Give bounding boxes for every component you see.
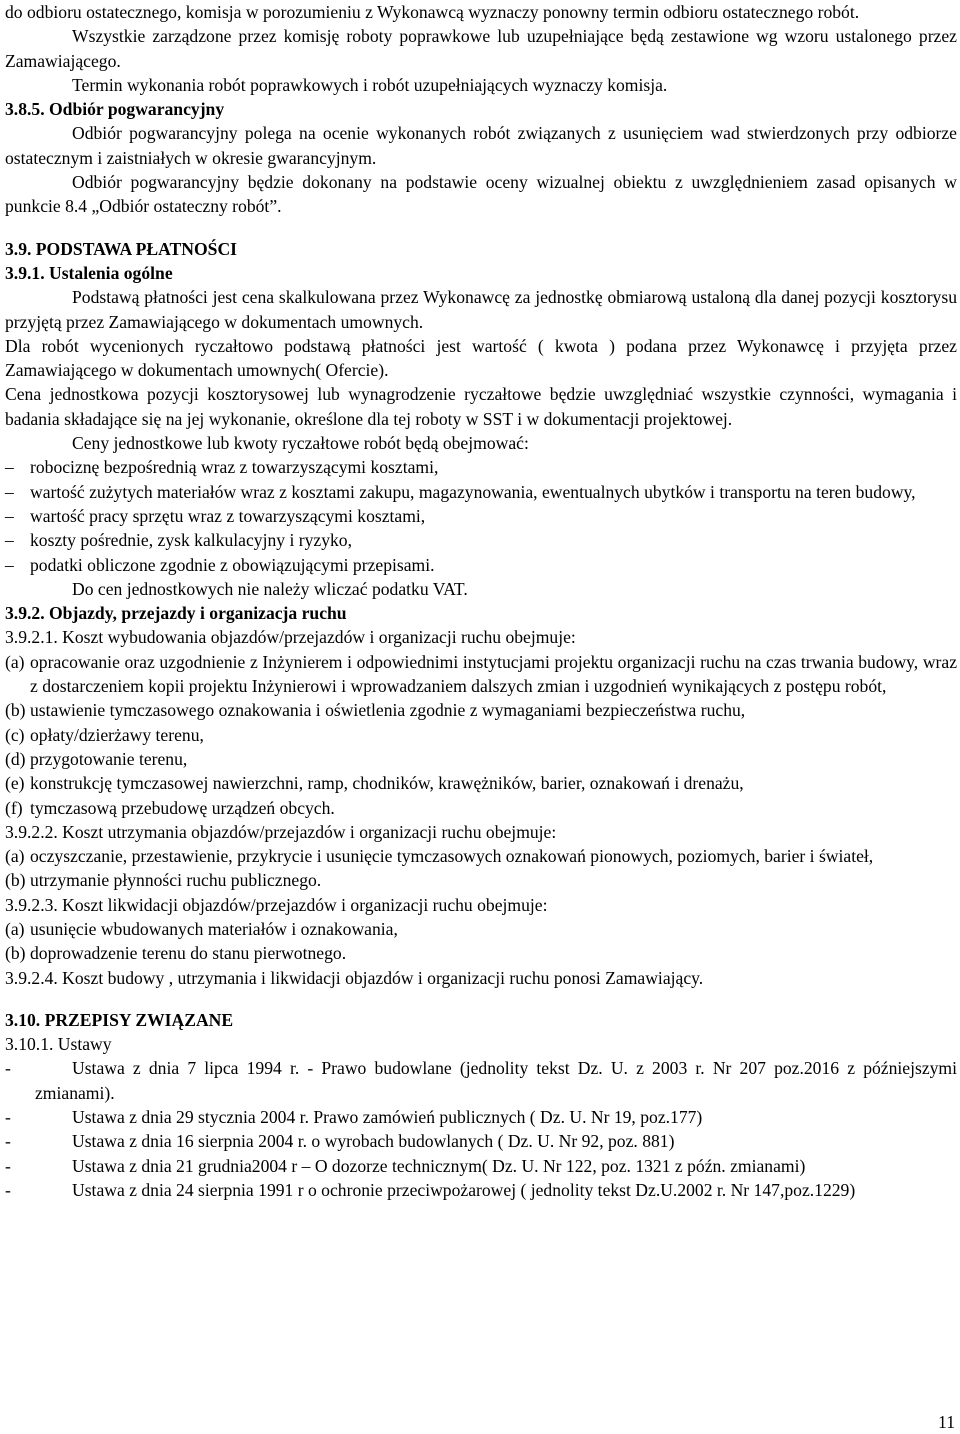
subsection-3-9-2-4: 3.9.2.4. Koszt budowy , utrzymania i likwidacji objazdów i organizacji ruchu ponosi Zamawiający.: [5, 967, 704, 988]
list-item-text: oczyszczanie, przestawienie, przykrycie i usunięcie tymczasowych oznakowań pionowych, poziomych, barier i świateł,: [30, 846, 874, 867]
list-item-text: opracowanie oraz uzgodnienie z Inżynierem i odpowiednimi instytucjami projektu organizacji ruchu na czas trwania budowy, wraz z dostarczeniem kopii projektu Inżynierowi i wprowadzaniem dalszych zmian i uzgodnień wynikających z postępu robót,: [30, 651, 957, 697]
subsection-3-9-2-1: 3.9.2.1. Koszt wybudowania objazdów/przejazdów i organizacji ruchu obejmuje:: [5, 627, 576, 648]
maintenance-cost-list: [0, 844, 960, 893]
page-number: 11: [938, 1412, 955, 1432]
list-item: [0, 1105, 960, 1129]
list-item-text: opłaty/dzierżawy terenu,: [30, 724, 204, 745]
dash-marker: -: [5, 1155, 11, 1176]
item-label: (b): [5, 943, 26, 964]
item-label: (a): [5, 651, 25, 672]
item-label: (f): [5, 797, 23, 818]
list-item: [0, 480, 960, 504]
list-item: [0, 553, 960, 577]
paragraph-3-8-5-1: Odbiór pogwarancyjny polega na ocenie wykonanych robót związanych z usunięciem wad stwierdzonych przy odbiorze ostatecznym i zaistniałych w okresie gwarancyjnym.: [5, 123, 957, 168]
subsection-3-9-2-2: 3.9.2.2. Koszt utrzymania objazdów/przejazdów i organizacji ruchu obejmuje:: [5, 821, 557, 842]
item-label: (e): [5, 773, 25, 794]
list-item: [0, 868, 960, 892]
construction-cost-list: [0, 650, 960, 820]
list-item-text: podatki obliczone zgodnie z obowiązującymi przepisami.: [30, 554, 435, 575]
list-item-text: Ustawa z dnia 24 sierpnia 1991 r o ochronie przeciwpożarowej ( jednolity tekst Dz.U.2002 r. Nr 147,poz.1229): [72, 1179, 856, 1200]
paragraph-3-8-5-2: Odbiór pogwarancyjny będzie dokonany na podstawie oceny wizualnej obiektu z uwzględnieniem zasad opisanych w punkcie 8.4 „Odbiór ostateczny robót”.: [5, 172, 957, 217]
list-item-text: przygotowanie terenu,: [30, 748, 188, 769]
intro-paragraph-3: Termin wykonania robót poprawkowych i robót uzupełniających wyznaczy komisja.: [72, 74, 668, 95]
dash-marker: –: [5, 457, 14, 478]
item-label: (a): [5, 846, 25, 867]
list-item-text: wartość pracy sprzętu wraz z towarzyszącymi kosztami,: [30, 505, 426, 526]
list-item: [0, 844, 960, 868]
list-item: [0, 1154, 960, 1178]
list-item: [0, 698, 960, 722]
list-item-text: Ustawa z dnia 21 grudnia2004 r – O dozorze technicznym( Dz. U. Nr 122, poz. 1321 z późn. zmianami): [72, 1155, 806, 1176]
list-item-text: wartość zużytych materiałów wraz z kosztami zakupu, magazynowania, ewentualnych ubytków i transportu na teren budowy,: [30, 481, 916, 502]
dash-marker: –: [5, 481, 14, 502]
dash-marker: -: [5, 1179, 11, 1200]
list-item-text: ustawienie tymczasowego oznakowania i oświetlenia zgodnie z wymaganiami bezpieczeństwa ruchu,: [30, 700, 746, 721]
list-item: [0, 941, 960, 965]
list-item-text: konstrukcję tymczasowej nawierzchni, ramp, chodników, krawężników, barier, oznakowań i drenażu,: [30, 773, 744, 794]
item-label: (b): [5, 700, 26, 721]
item-label: (b): [5, 870, 26, 891]
dash-marker: –: [5, 505, 14, 526]
list-item: [0, 796, 960, 820]
dash-marker: -: [5, 1131, 11, 1152]
item-label: (d): [5, 748, 26, 769]
list-item-text: Ustawa z dnia 7 lipca 1994 r. - Prawo budowlane (jednolity tekst Dz. U. z 2003 r. Nr 207 poz.2016 z późniejszymi zmianami).: [35, 1058, 957, 1103]
intro-paragraph-2: Wszystkie zarządzone przez komisję roboty poprawkowe lub uzupełniające będą zestawione wg wzoru ustalonego przez Zamawiającego.: [5, 26, 957, 71]
dash-marker: -: [5, 1058, 11, 1079]
list-item: [0, 917, 960, 941]
list-item: [0, 1178, 960, 1202]
paragraph-3-9-1-1: Podstawą płatności jest cena skalkulowana przez Wykonawcę za jednostkę obmiarową ustaloną dla danej pozycji kosztorysu przyjętą przez Zamawiającego w dokumentach umownych.: [5, 287, 957, 332]
removal-cost-list: [0, 917, 960, 966]
vat-note: Do cen jednostkowych nie należy wliczać podatku VAT.: [72, 578, 468, 599]
heading-3-8-5: 3.8.5. Odbiór pogwarancyjny: [5, 99, 225, 120]
list-item: [0, 771, 960, 795]
subsection-3-9-2-3: 3.9.2.3. Koszt likwidacji objazdów/przejazdów i organizacji ruchu obejmuje:: [5, 894, 548, 915]
heading-3-10: 3.10. PRZEPISY ZWIĄZANE: [5, 1009, 234, 1030]
list-item-text: doprowadzenie terenu do stanu pierwotnego.: [30, 943, 347, 964]
item-label: (c): [5, 724, 25, 745]
laws-list: [0, 1056, 960, 1202]
paragraph-3-9-1-4: Ceny jednostkowe lub kwoty ryczałtowe robót będą obejmować:: [72, 433, 529, 454]
dash-marker: –: [5, 530, 14, 551]
heading-3-9-1: 3.9.1. Ustalenia ogólne: [5, 262, 173, 283]
heading-3-9: 3.9. PODSTAWA PŁATNOŚCI: [5, 238, 238, 259]
list-item: [0, 455, 960, 479]
dash-marker: -: [5, 1107, 11, 1128]
list-item: [0, 1129, 960, 1153]
paragraph-3-9-1-3: Cena jednostkowa pozycji kosztorysowej lub wynagrodzenie ryczałtowe będzie uwzględniać wszystkie czynności, wymagania i badania składające się na jej wykonanie, określone dla tej roboty w SST i w dokumentacji projektowej.: [5, 384, 957, 429]
dash-marker: –: [5, 554, 14, 575]
list-item-text: Ustawa z dnia 16 sierpnia 2004 r. o wyrobach budowlanych ( Dz. U. Nr 92, poz. 881): [72, 1131, 675, 1152]
list-item-text: utrzymanie płynności ruchu publicznego.: [30, 870, 322, 891]
list-item: [0, 650, 960, 699]
list-item: [0, 723, 960, 747]
list-item-text: robociznę bezpośrednią wraz z towarzyszącymi kosztami,: [30, 457, 439, 478]
list-item-text: koszty pośrednie, zysk kalkulacyjny i ryzyko,: [30, 530, 352, 551]
subsection-3-10-1: 3.10.1. Ustawy: [5, 1034, 112, 1055]
list-item: [0, 747, 960, 771]
item-label: (a): [5, 918, 25, 939]
list-item-text: usunięcie wbudowanych materiałów i oznakowania,: [30, 918, 398, 939]
intro-paragraph-1: do odbioru ostatecznego, komisja w porozumieniu z Wykonawcą wyznaczy ponowny termin odbioru ostatecznego robót.: [5, 2, 860, 22]
list-item: [0, 504, 960, 528]
list-item: [0, 528, 960, 552]
cost-components-list: [0, 455, 960, 576]
paragraph-3-9-1-2: Dla robót wycenionych ryczałtowo podstawą płatności jest wartość ( kwota ) podana przez Wykonawcę i przyjęta przez Zamawiającego w dokumentach umownych( Ofercie).: [5, 335, 957, 381]
list-item-text: tymczasową przebudowę urządzeń obcych.: [30, 797, 335, 818]
list-item: [0, 1056, 960, 1105]
list-item-text: Ustawa z dnia 29 stycznia 2004 r. Prawo zamówień publicznych ( Dz. U. Nr 19, poz.177): [72, 1107, 703, 1128]
heading-3-9-2: 3.9.2. Objazdy, przejazdy i organizacja ruchu: [5, 603, 347, 624]
